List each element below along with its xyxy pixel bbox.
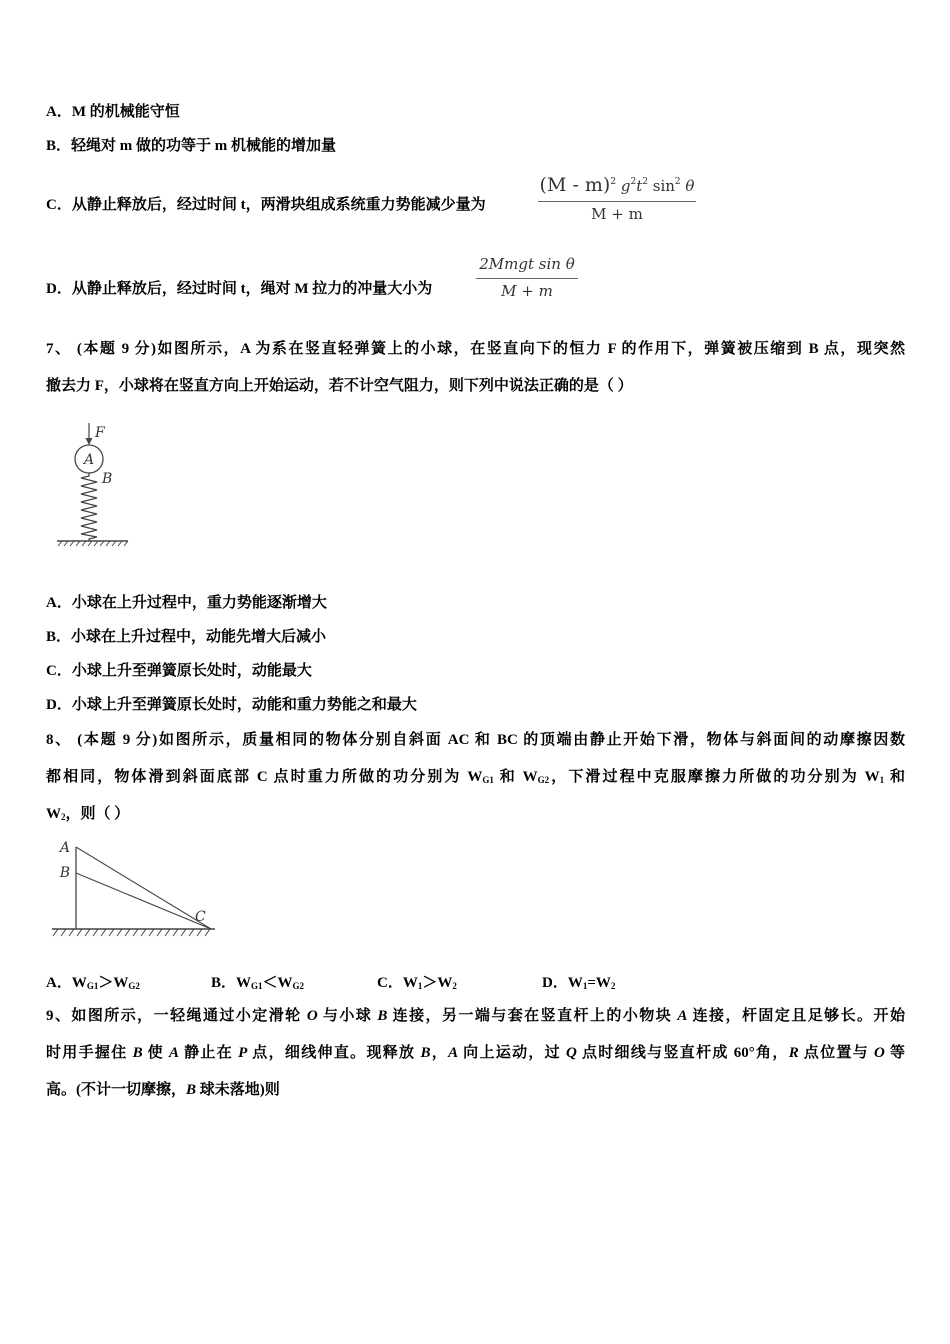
q9-stem-line-3 bbox=[46, 1080, 280, 1100]
subscript: 2 bbox=[610, 981, 616, 991]
subscript: G2 bbox=[537, 775, 550, 785]
text-segment: 与小球 bbox=[317, 1008, 378, 1024]
q8-stem-line-1: 8、 (本题 9 分)如图所示，质量相同的物体分别自斜面 AC 和 BC 的顶端由静止开始下滑，物体与斜面间的动摩擦因数 bbox=[46, 732, 905, 748]
q9-stem-line-1 bbox=[46, 1006, 905, 1026]
text-segment: =W bbox=[587, 975, 611, 991]
incline-ac bbox=[76, 847, 211, 929]
subscript: G1 bbox=[86, 981, 99, 991]
q6-option-d-formula bbox=[476, 252, 578, 304]
italic-symbol: O bbox=[874, 1045, 885, 1061]
text-segment: A．W bbox=[46, 975, 87, 991]
formula-denominator: M + m bbox=[501, 282, 553, 300]
subscript: 1 bbox=[879, 775, 885, 785]
q6-option-a: A．M 的机械能守恒 bbox=[46, 104, 180, 120]
text-segment: 时用手握住 bbox=[46, 1045, 133, 1061]
spring-coil bbox=[81, 473, 97, 541]
italic-symbol: R bbox=[788, 1045, 799, 1061]
italic-symbol: B bbox=[420, 1045, 431, 1061]
q7-stem-line-2: 撤去力 F，小球将在竖直方向上开始运动，若不计空气阻力，则下列中说法正确的是（ ） bbox=[46, 378, 633, 394]
point-c-label: C bbox=[195, 909, 206, 925]
italic-symbol: B bbox=[186, 1082, 197, 1098]
subscript: G1 bbox=[251, 981, 263, 991]
formula-exponent: 2 bbox=[610, 177, 617, 187]
point-b-label: B bbox=[59, 865, 70, 881]
q8-option-a bbox=[46, 973, 140, 993]
fraction-bar bbox=[538, 201, 696, 202]
formula-term: t bbox=[636, 177, 643, 195]
point-a-label: A bbox=[59, 840, 70, 856]
text-segment: 高。(不计一切摩擦， bbox=[46, 1082, 186, 1098]
formula-exponent: 2 bbox=[630, 177, 637, 187]
text-segment: ， bbox=[430, 1045, 449, 1061]
force-label: F bbox=[95, 425, 105, 441]
fraction-bar bbox=[476, 278, 578, 279]
text-segment: ＞W bbox=[98, 975, 129, 991]
text-segment: 等 bbox=[884, 1045, 905, 1061]
italic-symbol: Q bbox=[566, 1045, 577, 1061]
q9-stem-line-2 bbox=[46, 1043, 905, 1063]
ground-hatching bbox=[53, 929, 210, 936]
text-segment: ＞W bbox=[422, 975, 453, 991]
italic-symbol: A bbox=[677, 1008, 688, 1024]
text-segment: 9、如图所示，一轻绳通过小定滑轮 bbox=[46, 1008, 307, 1024]
q8-stem-line-2 bbox=[46, 767, 905, 787]
text-segment: 都相同，物体滑到斜面底部 C 点时重力所做的功分别为 W bbox=[46, 769, 483, 785]
subscript: G2 bbox=[292, 981, 305, 991]
incline-bc bbox=[76, 873, 211, 929]
q7-stem-line-1: 7、 (本题 9 分)如图所示，A 为系在竖直轻弹簧上的小球，在竖直向下的恒力 F 的作用下，弹簧被压缩到 B 点，现突然 bbox=[46, 341, 905, 357]
italic-symbol: A bbox=[169, 1045, 180, 1061]
q8-option-d bbox=[542, 973, 615, 993]
ball-label: A bbox=[83, 452, 95, 468]
text-segment: B．W bbox=[211, 975, 252, 991]
text-segment: 和 W bbox=[493, 769, 538, 785]
text-segment: 连接，杆固定且足够长。开始 bbox=[687, 1008, 905, 1024]
italic-symbol: A bbox=[448, 1045, 459, 1061]
q8-incline-figure bbox=[48, 836, 223, 942]
q8-stem-line-3 bbox=[46, 804, 129, 824]
subscript: 2 bbox=[452, 981, 457, 991]
subscript: 1 bbox=[417, 981, 423, 991]
text-segment: 点位置与 bbox=[798, 1045, 875, 1061]
formula-numerator bbox=[538, 175, 696, 196]
text-segment: 使 bbox=[142, 1045, 170, 1061]
text-segment: ，则（ ） bbox=[65, 806, 130, 822]
q8-option-b bbox=[211, 973, 304, 993]
text-segment: 向上运动，过 bbox=[458, 1045, 567, 1061]
text-segment: 和 bbox=[884, 769, 905, 785]
italic-symbol: O bbox=[306, 1008, 318, 1024]
q6-option-c-formula bbox=[538, 170, 696, 226]
subscript: G2 bbox=[128, 981, 140, 991]
text-segment: D．W bbox=[542, 975, 583, 991]
text-segment: C．W bbox=[377, 975, 418, 991]
formula-numerator: 2Mmgt sin θ bbox=[479, 255, 575, 273]
italic-symbol: P bbox=[238, 1045, 248, 1061]
text-segment: ，下滑过程中克服摩擦力所做的功分别为 W bbox=[549, 769, 880, 785]
subscript: 1 bbox=[582, 981, 588, 991]
text-segment: ＜W bbox=[262, 975, 293, 991]
q6-option-b: B．轻绳对 m 做的功等于 m 机械能的增加量 bbox=[46, 138, 336, 154]
text-segment: 静止在 bbox=[179, 1045, 239, 1061]
italic-symbol: B bbox=[377, 1008, 388, 1024]
formula-term: (M - m) bbox=[539, 174, 611, 196]
text-segment: W bbox=[46, 806, 61, 822]
q6-option-d: D．从静止释放后，经过时间 t，绳对 M 拉力的冲量大小为 bbox=[46, 281, 433, 297]
formula-term: sin bbox=[652, 177, 675, 195]
text-segment: 球未落地)则 bbox=[196, 1082, 280, 1098]
text-segment: 点时细线与竖直杆成 60°角， bbox=[576, 1045, 789, 1061]
formula-denominator: M + m bbox=[591, 205, 643, 223]
formula-term: θ bbox=[685, 177, 695, 195]
italic-symbol: B bbox=[132, 1045, 143, 1061]
force-arrow-head bbox=[86, 438, 93, 445]
point-b-label: B bbox=[102, 471, 113, 487]
q8-option-c bbox=[377, 973, 457, 993]
q7-option-d: D．小球上升至弹簧原长处时，动能和重力势能之和最大 bbox=[46, 697, 417, 713]
subscript: 2 bbox=[61, 812, 66, 822]
formula-exponent: 2 bbox=[674, 177, 681, 187]
formula-term: g bbox=[620, 177, 631, 195]
formula-exponent: 2 bbox=[642, 177, 648, 187]
q7-spring-figure bbox=[50, 418, 135, 550]
text-segment: 连接，另一端与套在竖直杆上的小物块 bbox=[387, 1008, 678, 1024]
q7-option-c: C．小球上升至弹簧原长处时，动能最大 bbox=[46, 663, 312, 679]
q7-option-a: A．小球在上升过程中，重力势能逐渐增大 bbox=[46, 595, 327, 611]
subscript: G1 bbox=[482, 775, 494, 785]
q7-option-b: B．小球在上升过程中，动能先增大后减小 bbox=[46, 629, 327, 645]
text-segment: 点，细线伸直。现释放 bbox=[247, 1045, 421, 1061]
q6-option-c: C．从静止释放后，经过时间 t，两滑块组成系统重力势能减少量为 bbox=[46, 197, 486, 213]
